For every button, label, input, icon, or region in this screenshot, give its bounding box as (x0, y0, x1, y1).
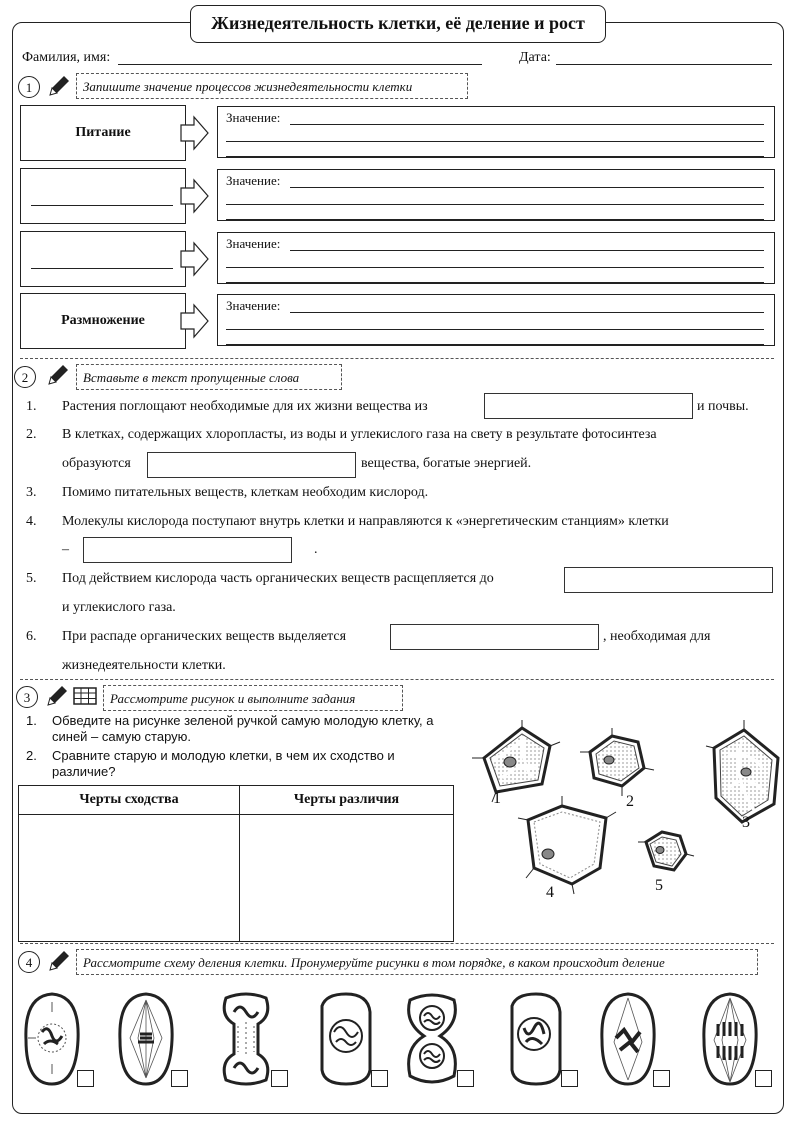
item-text: Растения поглощают необходимые для их жизни вещества из (62, 399, 428, 414)
cell-label: 3 (742, 814, 750, 831)
meaning-label: Значение: (226, 110, 281, 125)
pencil-icon (46, 73, 72, 99)
meaning-line[interactable] (226, 219, 764, 220)
item-text: Под действием кислорода часть органических веществ расщепляется до (62, 571, 494, 586)
arrow-icon (180, 178, 210, 214)
process-name: Размножение (61, 313, 145, 328)
process-box (20, 293, 186, 349)
item-text-cont: жизнедеятельности клетки. (62, 658, 226, 673)
name-field[interactable] (118, 64, 482, 65)
cell-label: 2 (626, 793, 634, 810)
table-icon (73, 687, 97, 705)
section-number: 4 (18, 951, 40, 973)
difference-cell[interactable] (240, 815, 454, 942)
section-divider (20, 358, 774, 359)
meaning-line[interactable] (226, 204, 764, 205)
item-number: 2. (26, 427, 37, 442)
meaning-box[interactable] (217, 106, 775, 158)
task-text: Сравните старую и молодую клетки, в чем их сходство и (52, 748, 395, 763)
section-instruction: Вставьте в текст пропущенные слова (76, 364, 342, 390)
order-number-box[interactable] (77, 1070, 94, 1087)
meaning-box[interactable] (217, 294, 775, 346)
cell-3 (706, 720, 778, 822)
section-instruction: Рассмотрите рисунок и выполните задания (103, 685, 403, 711)
meaning-line[interactable] (226, 141, 764, 142)
mitosis-stage-figure (506, 990, 566, 1090)
order-number-box[interactable] (755, 1070, 772, 1087)
answer-field[interactable] (484, 393, 693, 419)
answer-field[interactable] (390, 624, 599, 650)
task-number: 2. (26, 748, 37, 763)
item-number: 6. (26, 629, 37, 644)
item-text-end: и почвы. (697, 399, 749, 414)
task-text: синей – самую старую. (52, 729, 192, 744)
item-text: Молекулы кислорода поступают внутрь клетки и направляются к «энергетическим станциям» клетки (62, 514, 669, 529)
process-box (20, 105, 186, 161)
cell-label: 5 (655, 877, 663, 894)
date-label: Дата: (519, 50, 551, 65)
answer-field[interactable] (147, 452, 356, 478)
item-text-end: вещества, богатые энергией. (361, 456, 532, 471)
item-dash: – (62, 542, 69, 557)
process-box[interactable] (20, 231, 186, 287)
process-name-line[interactable] (31, 205, 173, 206)
page-title: Жизнедеятельность клетки, её деление и рост (190, 5, 606, 43)
pencil-icon (46, 948, 72, 974)
process-box[interactable] (20, 168, 186, 224)
mitosis-stage-figure (216, 990, 276, 1090)
order-number-box[interactable] (457, 1070, 474, 1087)
meaning-line[interactable] (226, 344, 764, 345)
section-divider (20, 943, 774, 944)
cell-5 (638, 832, 694, 870)
section-instruction: Запишите значение процессов жизнедеятельности клетки (76, 73, 468, 99)
section-number: 2 (14, 366, 36, 388)
order-number-box[interactable] (171, 1070, 188, 1087)
arrow-icon (180, 303, 210, 339)
process-name-line[interactable] (31, 268, 173, 269)
meaning-line[interactable] (226, 156, 764, 157)
order-number-box[interactable] (271, 1070, 288, 1087)
meaning-line[interactable] (290, 312, 764, 313)
order-number-box[interactable] (653, 1070, 670, 1087)
answer-field[interactable] (83, 537, 292, 563)
plant-cells-illustration (462, 718, 782, 904)
cell-label: 4 (546, 884, 554, 901)
name-label: Фамилия, имя: (22, 50, 111, 65)
cell-1 (472, 720, 560, 802)
section-number: 3 (16, 686, 38, 708)
cell-label: 1 (493, 790, 501, 807)
order-number-box[interactable] (561, 1070, 578, 1087)
meaning-line[interactable] (226, 282, 764, 283)
mitosis-stage-figure (316, 990, 376, 1090)
table-header-difference: Черты различия (240, 786, 454, 815)
arrow-icon (180, 241, 210, 277)
answer-field[interactable] (564, 567, 773, 593)
table-header-similarity: Черты сходства (19, 786, 240, 815)
meaning-label: Значение: (226, 173, 281, 188)
task-text: Обведите на рисунке зеленой ручкой самую молодую клетку, а (52, 713, 434, 728)
similarity-cell[interactable] (19, 815, 240, 942)
section-divider (20, 679, 774, 680)
meaning-box[interactable] (217, 169, 775, 221)
order-number-box[interactable] (371, 1070, 388, 1087)
mitosis-stage-figure (402, 990, 462, 1090)
mitosis-stage-figure (700, 990, 760, 1090)
date-field[interactable] (556, 64, 772, 65)
comparison-table (18, 785, 454, 942)
meaning-label: Значение: (226, 236, 281, 251)
meaning-line[interactable] (226, 267, 764, 268)
task-text: различие? (52, 764, 116, 779)
cell-2 (580, 728, 654, 796)
meaning-box[interactable] (217, 232, 775, 284)
item-text: Помимо питательных веществ, клеткам необходим кислород. (62, 485, 429, 500)
meaning-line[interactable] (226, 329, 764, 330)
item-text-end: , необходимая для (603, 629, 711, 644)
process-name: Питание (75, 125, 131, 140)
item-text-cont: и углекислого газа. (62, 600, 176, 615)
pencil-icon (44, 683, 70, 709)
item-text: При распаде органических веществ выделяется (62, 629, 347, 644)
item-text-end: . (314, 542, 318, 557)
meaning-label: Значение: (226, 298, 281, 313)
meaning-line[interactable] (290, 187, 764, 188)
section-instruction: Рассмотрите схему деления клетки. Пронумеруйте рисунки в том порядке, в каком происходит деление (76, 949, 758, 975)
meaning-line[interactable] (290, 250, 764, 251)
item-text-cont: образуются (62, 456, 131, 471)
mitosis-stage-figure (116, 990, 176, 1090)
mitosis-stage-figure (598, 990, 658, 1090)
item-number: 4. (26, 514, 37, 529)
item-number: 5. (26, 571, 37, 586)
meaning-line[interactable] (290, 124, 764, 125)
item-number: 1. (26, 399, 37, 414)
task-number: 1. (26, 713, 37, 728)
cell-4 (518, 796, 616, 894)
section-number: 1 (18, 76, 40, 98)
mitosis-stage-figure (22, 990, 82, 1090)
arrow-icon (180, 115, 210, 151)
pencil-icon (45, 362, 71, 388)
item-number: 3. (26, 485, 37, 500)
item-text: В клетках, содержащих хлоропласты, из воды и углекислого газа на свету в результате фотосинтеза (62, 427, 657, 442)
